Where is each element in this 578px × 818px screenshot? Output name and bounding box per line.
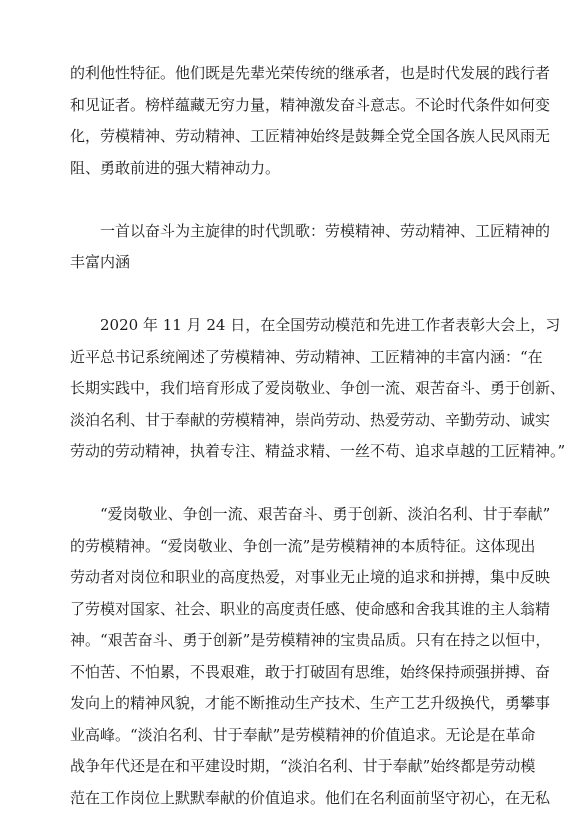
paragraph-2 [70,310,566,468]
paragraph-3 [70,499,551,814]
text-line: 劳动的劳动精神，执着专注、精益求精、一丝不苟、追求卓越的工匠精神。” [70,442,566,460]
text-line: 发向上的精神风貌，才能不断推动生产技术、生产工艺升级换代，勇攀事 [70,694,551,712]
paragraph-1 [70,58,551,184]
text-line: 2020 年 11 月 24 日，在全国劳动模范和先进工作者表彰大会上，习 [100,316,561,334]
heading-line: 一首以奋斗为主旋律的时代凯歌：劳模精神、劳动精神、工匠精神的 [100,221,551,240]
section-heading [70,216,551,279]
text-line: 阻、勇敢前进的强大精神动力。 [70,158,281,177]
document-page [70,58,566,814]
text-line: 范在工作岗位上默默奉献的价值追求。他们在名利面前坚守初心，在无私 [70,788,551,807]
heading-line: 丰富内涵 [70,253,131,271]
text-line: 战争年代还是在和平建设时期，“淡泊名利、甘于奉献”始终都是劳动模 [70,757,536,775]
text-line: 和见证者。榜样蕴藏无穷力量，精神激发奋斗意志。不论时代条件如何变 [70,95,551,114]
text-line: 劳动者对岗位和职业的高度热爱，对事业无止境的追求和拼搏，集中反映 [70,568,551,586]
text-line: 不怕苦、不怕累，不畏艰难，敢于打破固有思维，始终保持顽强拼搏、奋 [70,662,551,681]
text-line: 化，劳模精神、劳动精神、工匠精神始终是鼓舞全党全国各族人民风雨无 [70,127,551,145]
text-line: 近平总书记系统阐述了劳模精神、劳动精神、工匠精神的丰富内涵：“在 [70,347,543,366]
paragraph-spacer [70,184,524,216]
text-line: 的劳模精神。“爱岗敬业、争创一流”是劳模精神的本质特征。这体现出 [70,536,536,555]
text-line: 长期实践中，我们培育形成了爱岗敬业、争创一流、艰苦奋斗、勇于创新、 [70,379,566,397]
text-line: 了劳模对国家、社会、职业的高度责任感、使命感和舍我其谁的主人翁精 [70,599,551,618]
text-line: 淡泊名利、甘于奉献的劳模精神，崇尚劳动、热爱劳动、辛勤劳动、诚实 [70,410,551,429]
text-line: 的利他性特征。他们既是先辈光荣传统的继承者，也是时代发展的践行者 [70,64,551,82]
text-line: 神。“艰苦奋斗、勇于创新”是劳模精神的宝贵品质。只有在持之以恒中， [70,631,551,649]
paragraph-spacer [70,468,524,500]
paragraph-spacer [70,279,524,311]
text-line: “爱岗敬业、争创一流、艰苦奋斗、勇于创新、淡泊名利、甘于奉献” [100,505,551,523]
text-line: 业高峰。“淡泊名利、甘于奉献”是劳模精神的价值追求。无论是在革命 [70,725,536,744]
